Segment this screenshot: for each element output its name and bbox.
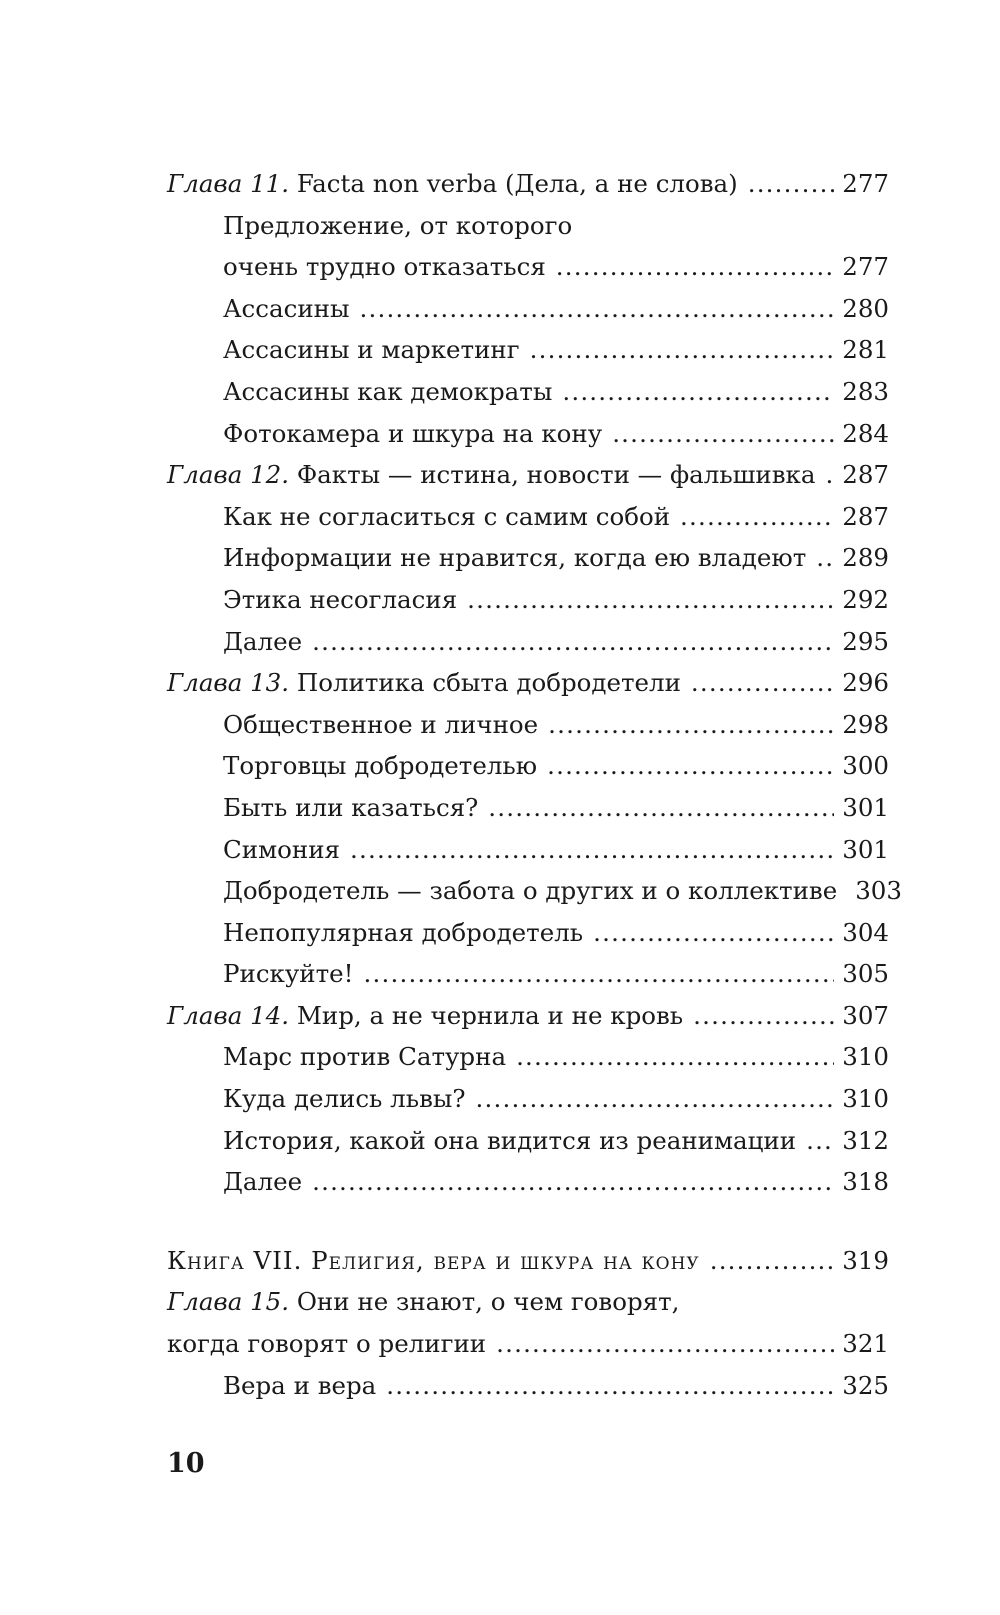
dot-leader — [806, 1120, 834, 1162]
entry-text: Общественное и личное — [223, 709, 539, 739]
toc-entry — [167, 246, 889, 288]
toc-page-number: 307 — [842, 1000, 889, 1030]
toc-page-number: 277 — [842, 252, 889, 282]
toc-entry-title — [223, 329, 520, 371]
toc-entry-title — [223, 1365, 376, 1407]
entry-text: Рискуйте! — [223, 959, 354, 989]
entry-text: когда говорят о религии — [167, 1329, 487, 1359]
toc-page-number: 304 — [842, 917, 889, 947]
chapter-label: Глава 15. — [167, 1287, 290, 1317]
dot-leader — [693, 995, 834, 1037]
dot-leader — [556, 246, 834, 288]
toc-entry — [167, 704, 889, 746]
toc-page-number: 281 — [842, 335, 889, 365]
entry-text: Ассасины как демократы — [223, 376, 553, 406]
toc-entry-title — [223, 246, 546, 288]
toc-entry — [167, 329, 889, 371]
toc-entry — [167, 1323, 889, 1365]
entry-text: Мир, а не чернила и не кровь — [289, 1000, 684, 1030]
toc-entry — [167, 1281, 889, 1323]
toc-entry — [167, 579, 889, 621]
toc-page-number: 310 — [842, 1042, 889, 1072]
dot-leader — [562, 371, 834, 413]
toc-page-number: 298 — [842, 709, 889, 739]
dot-leader — [748, 163, 835, 205]
toc-page-number: 284 — [842, 418, 889, 448]
toc-page-number: 287 — [842, 501, 889, 531]
toc-entry — [167, 454, 889, 496]
dot-leader — [488, 787, 834, 829]
toc-entry-title — [223, 413, 602, 455]
toc-page-number: 305 — [842, 959, 889, 989]
entry-text: Facta non verba (Дела, а не слова) — [289, 169, 738, 198]
toc-entry — [167, 1161, 889, 1203]
toc-page-number: 310 — [842, 1084, 889, 1114]
dot-leader — [496, 1323, 834, 1365]
toc-entry-title — [223, 870, 837, 912]
chapter-label: Глава 12. — [167, 460, 290, 490]
entry-text: Ассасины и маркетинг — [223, 335, 520, 365]
dot-leader — [386, 1365, 834, 1407]
entry-text: Они не знают, о чем говорят, — [289, 1287, 680, 1317]
toc-entry — [167, 953, 889, 995]
toc-page-number: 289 — [842, 543, 889, 573]
toc-entry-title — [223, 1120, 796, 1162]
dot-leader — [312, 1161, 834, 1203]
table-of-contents — [167, 163, 902, 1406]
dot-leader — [359, 288, 834, 330]
entry-text: Информации не нравится, когда ею владеют — [223, 543, 807, 573]
toc-entry-title — [167, 454, 815, 496]
entry-text: Как не согласиться с самим собой — [223, 501, 671, 531]
toc-entry — [167, 829, 889, 871]
toc-entry-title — [223, 1161, 302, 1203]
entry-text: Быть или казаться? — [223, 792, 479, 822]
toc-entry — [167, 1240, 889, 1282]
toc-page-number: 301 — [842, 792, 889, 822]
entry-text: Далее — [223, 626, 303, 656]
toc-page-number: 321 — [842, 1329, 889, 1359]
toc-page-number: 287 — [842, 460, 889, 490]
entry-text: Добродетель — забота о других и о коллективе — [223, 876, 838, 906]
toc-entry-title — [223, 1078, 466, 1120]
toc-entry — [167, 1078, 889, 1120]
toc-entry-title — [167, 1323, 486, 1365]
toc-entry — [167, 1120, 889, 1162]
entry-text: Куда делись львы? — [223, 1084, 466, 1114]
dot-leader — [593, 912, 834, 954]
entry-text: Вера и вера — [223, 1370, 377, 1400]
toc-page-number: 283 — [842, 376, 889, 406]
toc-page-number: 301 — [842, 834, 889, 864]
toc-entry — [167, 912, 889, 954]
toc-entry-title — [167, 163, 738, 205]
toc-entry — [167, 496, 889, 538]
toc-page-number: 312 — [842, 1125, 889, 1155]
page-number: 10 — [167, 1448, 205, 1479]
toc-entry-title — [223, 496, 670, 538]
dot-leader — [825, 454, 834, 496]
dot-leader — [530, 329, 835, 371]
toc-entry-title — [167, 1281, 679, 1323]
dot-leader — [312, 621, 834, 663]
entry-text: История, какой она видится из реанимации — [223, 1125, 797, 1155]
toc-entry-title — [223, 537, 806, 579]
toc-page-number: 319 — [842, 1245, 889, 1275]
entry-text: Ассасины — [223, 293, 350, 323]
entry-text: Фотокамера и шкура на кону — [223, 418, 603, 448]
toc-entry-title — [223, 371, 552, 413]
toc-page-number: 277 — [842, 169, 889, 198]
dot-leader — [710, 1240, 835, 1282]
toc-entry-title — [223, 745, 537, 787]
dot-leader — [680, 496, 834, 538]
toc-entry — [167, 537, 889, 579]
chapter-label: Глава 14. — [167, 1000, 290, 1030]
entry-text: Предложение, от которого — [223, 210, 573, 240]
toc-entry-title — [223, 579, 457, 621]
toc-entry — [167, 163, 889, 205]
toc-entry — [167, 745, 889, 787]
toc-entry-title — [223, 912, 583, 954]
toc-page-number: 300 — [842, 751, 889, 781]
toc-entry-title — [223, 288, 349, 330]
dot-leader — [612, 413, 834, 455]
toc-entry-title — [223, 829, 340, 871]
toc-entry-title — [223, 205, 572, 247]
entry-text: Непопулярная добродетель — [223, 917, 584, 947]
toc-entry — [167, 288, 889, 330]
toc-entry-title — [223, 621, 302, 663]
dot-leader — [548, 704, 834, 746]
chapter-label: Глава 13. — [167, 668, 290, 698]
toc-entry-title — [223, 953, 354, 995]
toc-entry — [167, 205, 889, 247]
dot-leader — [350, 829, 834, 871]
entry-text: Этика несогласия — [223, 584, 458, 614]
toc-entry — [167, 1365, 889, 1407]
toc-page-number: 303 — [855, 876, 902, 906]
dot-leader — [364, 953, 835, 995]
entry-text: Марс против Сатурна — [223, 1042, 507, 1072]
toc-entry — [167, 787, 889, 829]
chapter-label: Глава 11. — [167, 169, 290, 198]
toc-entry — [167, 621, 889, 663]
entry-text: Книга VII. Религия, вера и шкура на кону — [167, 1245, 700, 1275]
entry-text: очень трудно отказаться — [223, 252, 546, 282]
toc-entry — [167, 413, 889, 455]
toc-entry-title — [223, 787, 478, 829]
toc-entry — [167, 371, 889, 413]
toc-page-number: 296 — [842, 668, 889, 698]
toc-page-number: 318 — [842, 1167, 889, 1197]
toc-entry-title — [223, 1036, 506, 1078]
entry-text: Политика сбыта добродетели — [289, 668, 681, 698]
toc-entry-title — [167, 1240, 700, 1282]
toc-page-number: 292 — [842, 584, 889, 614]
dot-leader — [547, 745, 834, 787]
toc-entry-title — [167, 662, 681, 704]
entry-text: Торговцы добродетелью — [223, 751, 538, 781]
toc-page-number: 280 — [842, 293, 889, 323]
dot-leader — [816, 537, 834, 579]
dot-leader — [467, 579, 834, 621]
dot-leader — [516, 1036, 834, 1078]
toc-entry — [167, 870, 902, 912]
toc-entry-title — [223, 704, 538, 746]
dot-leader — [476, 1078, 835, 1120]
toc-entry-title — [167, 995, 683, 1037]
entry-text: Факты — истина, новости — фальшивка — [289, 460, 816, 490]
entry-text: Далее — [223, 1167, 303, 1197]
toc-page-number: 295 — [842, 626, 889, 656]
toc-entry — [167, 1036, 889, 1078]
toc-page-number: 325 — [842, 1370, 889, 1400]
dot-leader — [691, 662, 834, 704]
entry-text: Симония — [223, 834, 340, 864]
toc-entry — [167, 662, 889, 704]
toc-entry — [167, 995, 889, 1037]
